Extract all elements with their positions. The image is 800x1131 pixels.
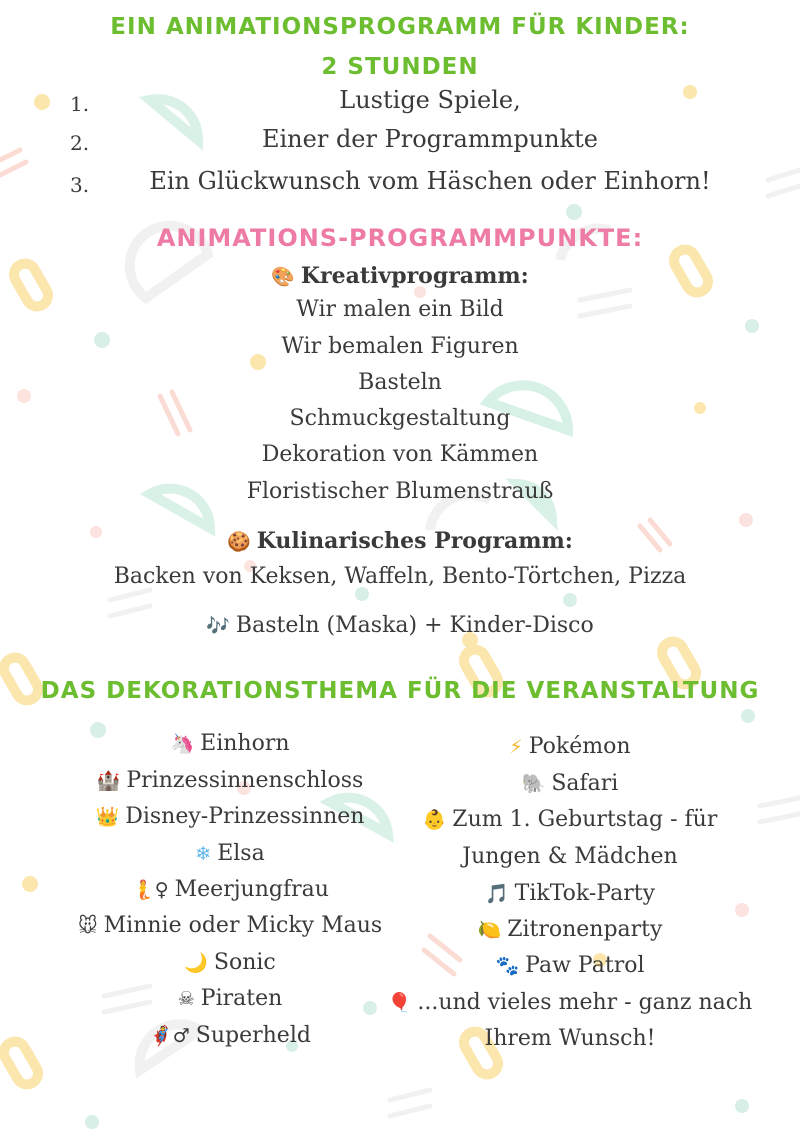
castle-icon: 🏰 <box>96 770 121 792</box>
music-notes-icon: 🎶 <box>206 615 230 637</box>
theme-item <box>340 806 800 834</box>
list-text: Ein Glückwunsch vom Häschen oder Einhorn! <box>149 167 711 195</box>
superhero-icon: 🦸♂ <box>149 1025 190 1047</box>
theme-label: Prinzessinnenschloss <box>126 768 364 793</box>
list-number: 2. <box>70 131 90 155</box>
creative-item: Schmuckgestaltung <box>289 406 511 431</box>
cookie-icon: 🍪 <box>227 531 251 553</box>
theme-label: Sonic <box>213 950 276 975</box>
theme-item <box>340 733 800 761</box>
theme-label: Superheld <box>195 1023 311 1048</box>
theme-item <box>340 770 800 798</box>
list-number: 3. <box>70 173 90 197</box>
theme-item <box>340 880 800 908</box>
theme-label: Zum 1. Geburtstag - für <box>452 807 718 832</box>
lemon-icon: 🍋 <box>477 919 502 941</box>
creative-item: Basteln <box>358 370 442 395</box>
paw-prints-icon: 🐾 <box>495 955 520 977</box>
moon-icon: 🌙 <box>184 952 208 974</box>
theme-label-continued: Ihrem Wunsch! <box>484 1026 656 1051</box>
theme-label-continued: Jungen & Mädchen <box>462 844 678 869</box>
theme-label: Pokémon <box>528 734 631 759</box>
snowflake-icon: ❄ <box>195 843 212 865</box>
theme-label: Safari <box>551 771 619 796</box>
mouse-icon: 🐭 <box>77 915 98 937</box>
lightning-icon: ⚡ <box>509 736 523 758</box>
music-note-icon: 🎵 <box>484 883 509 905</box>
heading-animation-program: EIN ANIMATIONSPROGRAMM FÜR KINDER: <box>110 14 690 40</box>
balloon-icon: 🎈 <box>387 992 412 1014</box>
creative-item: Dekoration von Kämmen <box>261 442 539 467</box>
creative-title-text: Kreativprogramm: <box>300 263 529 289</box>
heading-decoration-theme: DAS DEKORATIONSTHEMA FÜR DIE VERANSTALTUNG <box>40 678 760 704</box>
elephant-icon: 🐘 <box>521 773 546 795</box>
theme-item <box>340 989 800 1017</box>
theme-item <box>340 916 800 944</box>
theme-label: Elsa <box>217 841 265 866</box>
theme-label: Paw Patrol <box>525 953 645 978</box>
unicorn-icon: 🦄 <box>170 733 195 755</box>
heading-duration: 2 STUNDEN <box>321 54 479 80</box>
theme-label: Zitronenparty <box>507 917 663 942</box>
list-number: 1. <box>70 92 90 116</box>
theme-label: Meerjungfrau <box>174 877 329 902</box>
heading-program-points: ANIMATIONS-PROGRAMMPUNKTE: <box>156 224 644 252</box>
baby-icon: 👶 <box>422 809 447 831</box>
theme-label: TikTok-Party <box>514 881 656 906</box>
theme-label: ...und vieles mehr - ganz nach <box>417 990 753 1015</box>
palette-icon: 🎨 <box>271 266 295 288</box>
creative-item: Wir bemalen Figuren <box>281 334 519 359</box>
list-text: Einer der Programmpunkte <box>261 125 599 153</box>
crown-icon: 👑 <box>95 806 120 828</box>
disco-text: Basteln (Maska) + Kinder-Disco <box>235 613 594 638</box>
skull-crossbones-icon: ☠ <box>177 988 195 1010</box>
theme-label: Piraten <box>200 986 283 1011</box>
theme-label: Disney-Prinzessinnen <box>125 804 365 829</box>
mermaid-icon: 🧜♀ <box>131 879 169 901</box>
theme-label: Minnie oder Micky Maus <box>103 913 383 938</box>
culinary-title-text: Kulinarisches Programm: <box>256 528 573 554</box>
creative-item: Floristischer Blumenstrauß <box>246 479 554 504</box>
list-text: Lustige Spiele, <box>339 86 521 114</box>
culinary-text: Backen von Keksen, Waffeln, Bento-Törtchen, Pizza <box>113 564 687 589</box>
creative-item: Wir malen ein Bild <box>296 297 504 322</box>
theme-label: Einhorn <box>200 731 290 756</box>
theme-item <box>340 952 800 980</box>
